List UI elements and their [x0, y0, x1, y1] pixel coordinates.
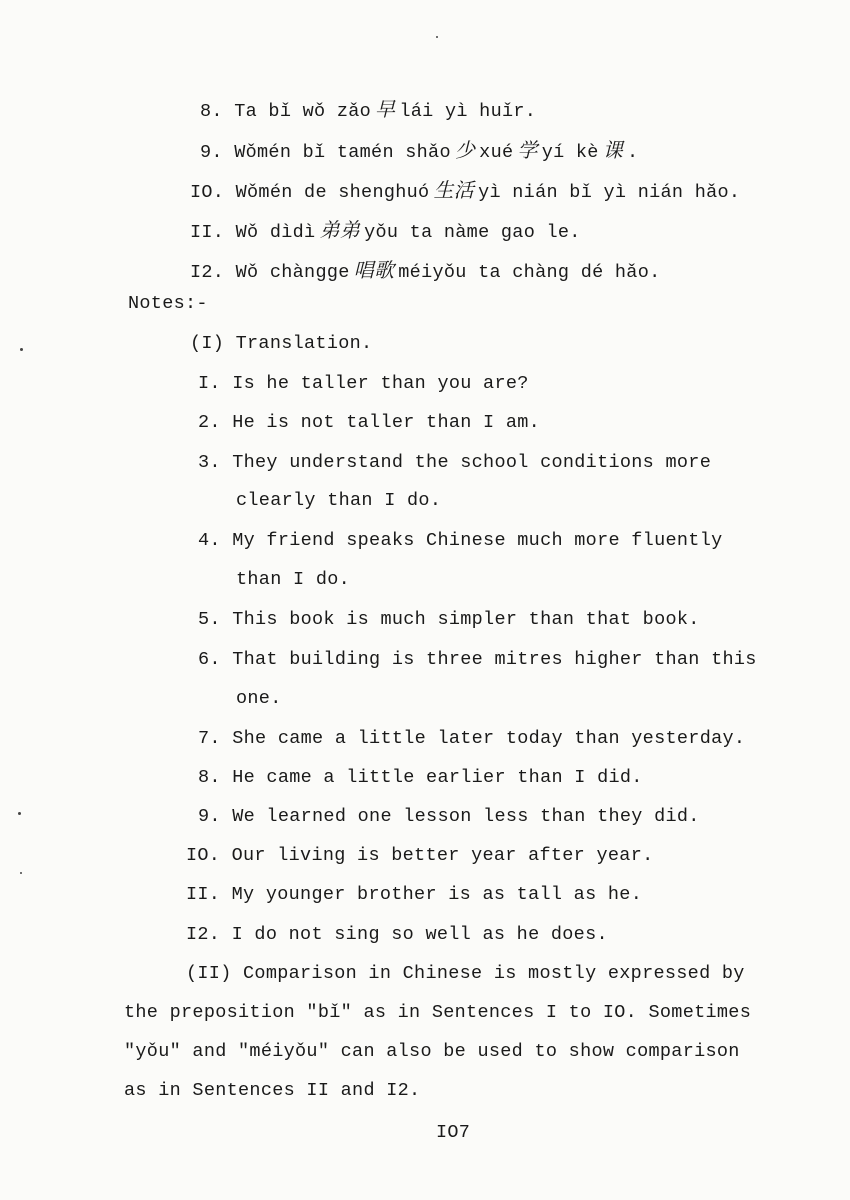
- translation-item: [186, 884, 642, 905]
- translation-continuation: than I do.: [236, 569, 351, 590]
- comparison-paragraph-line: as in Sentences II and I2.: [124, 1080, 421, 1101]
- translation-text: He came a little earlier than I did.: [232, 767, 643, 788]
- translation-number: I2.: [186, 924, 221, 945]
- chinese-characters: 弟弟: [319, 218, 361, 242]
- sentence-number: 8.: [200, 101, 223, 122]
- punctuation: .: [627, 142, 639, 163]
- translation-number: IO.: [186, 845, 221, 866]
- comparison-paragraph-line: the preposition "bǐ" as in Sentences I to IO. Sometimes: [124, 1002, 752, 1023]
- translation-number: 2.: [198, 412, 221, 433]
- translation-text: Is he taller than you are?: [232, 373, 529, 394]
- comparison-paragraph-line: "yǒu" and "méiyǒu" can also be used to show comparison: [124, 1041, 740, 1062]
- translation-number: 9.: [198, 806, 221, 827]
- sentence-number: I2.: [190, 262, 225, 283]
- pinyin-text: yǒu ta nàme gao le.: [364, 222, 581, 243]
- translation-item: [198, 728, 745, 749]
- translation-item: [198, 649, 757, 670]
- scan-speck: [436, 36, 438, 38]
- translation-number: 4.: [198, 530, 221, 551]
- translation-text: He is not taller than I am.: [232, 412, 541, 433]
- pinyin-text: yì nián bǐ yì nián hǎo.: [478, 182, 741, 203]
- pinyin-text: Wǒ dìdì: [235, 222, 316, 243]
- translation-number: 5.: [198, 609, 221, 630]
- translation-text: That building is three mitres higher than this: [232, 649, 757, 670]
- translation-text: They understand the school conditions more: [232, 452, 712, 473]
- page-number: IO7: [436, 1122, 471, 1143]
- comparison-paragraph-line: (II) Comparison in Chinese is mostly expressed by: [186, 963, 745, 984]
- sentence-number: 9.: [200, 142, 223, 163]
- translation-item: [198, 373, 529, 394]
- translation-number: II.: [186, 884, 221, 905]
- notes-heading: Notes:-: [128, 293, 208, 314]
- scan-speck: [20, 348, 23, 351]
- translation-text: She came a little later today than yesterday.: [232, 728, 746, 749]
- scan-speck: [20, 872, 22, 874]
- translation-number: I.: [198, 373, 221, 394]
- chinese-characters: 课: [602, 138, 624, 162]
- translation-item: [186, 845, 654, 866]
- chinese-characters: 学: [517, 138, 538, 162]
- translation-text: We learned one lesson less than they did.: [232, 806, 700, 827]
- translation-number: 6.: [198, 649, 221, 670]
- sentence-line: [190, 174, 740, 203]
- sentence-line: [190, 254, 661, 283]
- chinese-characters: 唱歌: [353, 258, 395, 282]
- sentence-line: [200, 134, 638, 163]
- translation-item: [198, 806, 700, 827]
- translation-item: [198, 412, 540, 433]
- translation-text: This book is much simpler than that book.: [232, 609, 700, 630]
- chinese-characters: 生活: [433, 178, 475, 202]
- chinese-characters: 早: [375, 97, 396, 121]
- pinyin-text: Wǒ chàngge: [235, 262, 350, 283]
- sentence-number: II.: [190, 222, 225, 243]
- translation-continuation: one.: [236, 688, 282, 709]
- translation-continuation: clearly than I do.: [236, 490, 442, 511]
- translation-item: [198, 452, 711, 473]
- pinyin-text: xué: [479, 142, 514, 163]
- pinyin-text: Ta bǐ wǒ zǎo: [234, 101, 372, 122]
- pinyin-text: Wǒmén bǐ tamén shǎo: [234, 142, 451, 163]
- sentence-number: IO.: [190, 182, 225, 203]
- translation-item: [198, 530, 723, 551]
- translation-item: [186, 924, 608, 945]
- translation-item: [198, 609, 700, 630]
- translation-text: Our living is better year after year.: [231, 845, 654, 866]
- translation-item: [198, 767, 643, 788]
- translation-number: 8.: [198, 767, 221, 788]
- chinese-characters: 少: [454, 138, 476, 162]
- translation-number: 3.: [198, 452, 221, 473]
- translation-heading: (I) Translation.: [190, 333, 373, 354]
- pinyin-text: Wǒmén de shenghuó: [235, 182, 430, 203]
- sentence-line: [200, 93, 536, 122]
- translation-text: I do not sing so well as he does.: [231, 924, 608, 945]
- translation-text: My friend speaks Chinese much more fluently: [232, 530, 723, 551]
- translation-text: My younger brother is as tall as he.: [231, 884, 643, 905]
- sentence-line: [190, 214, 581, 243]
- pinyin-text: méiyǒu ta chàng dé hǎo.: [398, 262, 661, 283]
- pinyin-text: yí kè: [541, 142, 599, 163]
- translation-number: 7.: [198, 728, 221, 749]
- scan-speck: [18, 812, 21, 815]
- pinyin-text: lái yì huǐr.: [399, 101, 537, 122]
